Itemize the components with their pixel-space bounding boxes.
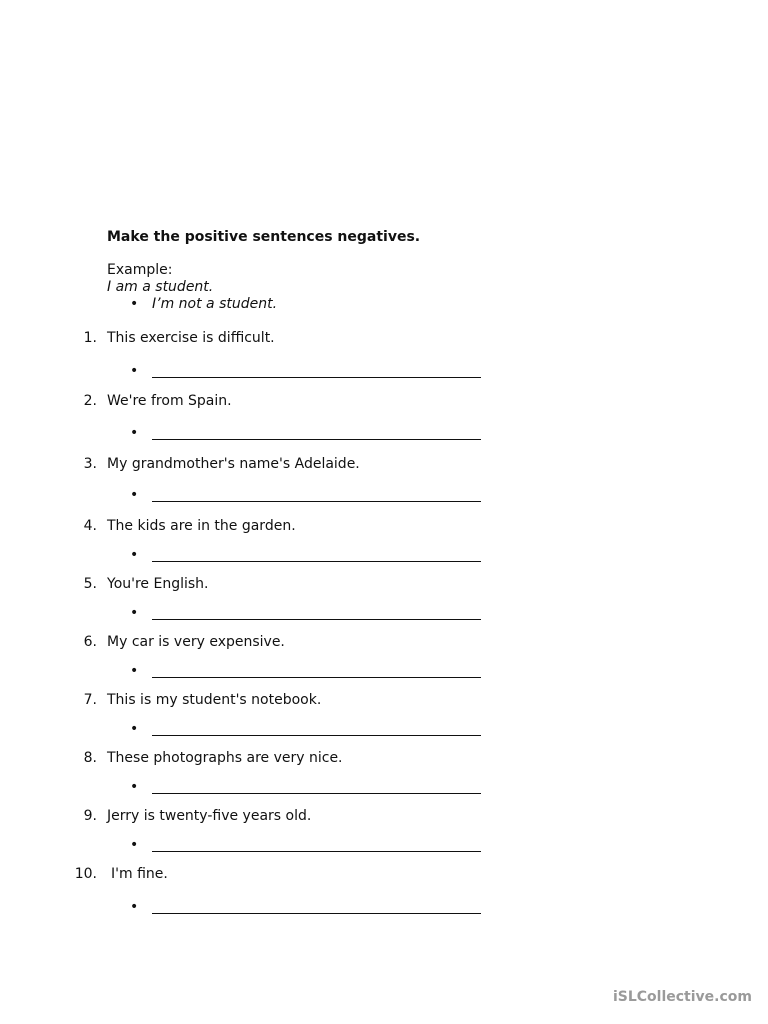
answer-row-9 (130, 837, 490, 857)
exercise-item-10 (0, 866, 768, 886)
bullet-icon: • (130, 837, 139, 853)
answer-row-2 (130, 425, 490, 445)
exercise-item-8 (0, 750, 768, 770)
item-number: 10. (74, 866, 97, 882)
answer-row-10 (130, 899, 490, 919)
exercise-item-6 (0, 634, 768, 654)
exercise-item-2 (0, 393, 768, 413)
bullet-icon: • (130, 425, 139, 441)
watermark: iSLCollective.com (612, 989, 752, 1005)
answer-row-3 (130, 487, 490, 507)
item-sentence: This exercise is difficult. (107, 330, 275, 346)
exercise-item-7 (0, 692, 768, 712)
example-label: Example: (107, 262, 173, 278)
worksheet-instruction: Make the positive sentences negatives. (107, 229, 421, 245)
item-number: 9. (83, 808, 97, 824)
item-number: 2. (83, 393, 97, 409)
exercise-item-5 (0, 576, 768, 596)
exercise-item-3 (0, 456, 768, 476)
answer-row-5 (130, 605, 490, 625)
answer-blank-7[interactable] (152, 735, 481, 736)
item-sentence: My grandmother's name's Adelaide. (107, 456, 360, 472)
answer-row-7 (130, 721, 490, 741)
item-number: 5. (83, 576, 97, 592)
item-number: 3. (83, 456, 97, 472)
item-sentence: My car is very expensive. (107, 634, 285, 650)
item-number: 4. (83, 518, 97, 534)
answer-row-4 (130, 547, 490, 567)
item-number: 6. (83, 634, 97, 650)
item-number: 7. (83, 692, 97, 708)
answer-row-8 (130, 779, 490, 799)
answer-blank-10[interactable] (152, 913, 481, 914)
example-answer-text: I’m not a student. (152, 296, 278, 312)
answer-blank-1[interactable] (152, 377, 481, 378)
item-sentence: We're from Spain. (107, 393, 232, 409)
answer-blank-8[interactable] (152, 793, 481, 794)
bullet-icon: • (130, 779, 139, 795)
item-sentence: I'm fine. (111, 866, 168, 882)
item-sentence: You're English. (107, 576, 209, 592)
bullet-icon: • (130, 296, 139, 312)
answer-blank-3[interactable] (152, 501, 481, 502)
item-number: 8. (83, 750, 97, 766)
exercise-item-9 (0, 808, 768, 828)
bullet-icon: • (130, 363, 139, 379)
item-sentence: These photographs are very nice. (107, 750, 343, 766)
bullet-icon: • (130, 605, 139, 621)
answer-blank-4[interactable] (152, 561, 481, 562)
bullet-icon: • (130, 663, 139, 679)
exercise-item-1 (0, 330, 768, 350)
item-sentence: This is my student's notebook. (107, 692, 322, 708)
bullet-icon: • (130, 899, 139, 915)
bullet-icon: • (130, 721, 139, 737)
answer-row-1 (130, 363, 490, 383)
bullet-icon: • (130, 547, 139, 563)
answer-blank-2[interactable] (152, 439, 481, 440)
item-number: 1. (83, 330, 97, 346)
example-sentence: I am a student. (107, 279, 214, 295)
item-sentence: The kids are in the garden. (107, 518, 296, 534)
answer-blank-5[interactable] (152, 619, 481, 620)
answer-blank-6[interactable] (152, 677, 481, 678)
bullet-icon: • (130, 487, 139, 503)
item-sentence: Jerry is twenty-five years old. (107, 808, 312, 824)
answer-row-6 (130, 663, 490, 683)
exercise-item-4 (0, 518, 768, 538)
answer-blank-9[interactable] (152, 851, 481, 852)
